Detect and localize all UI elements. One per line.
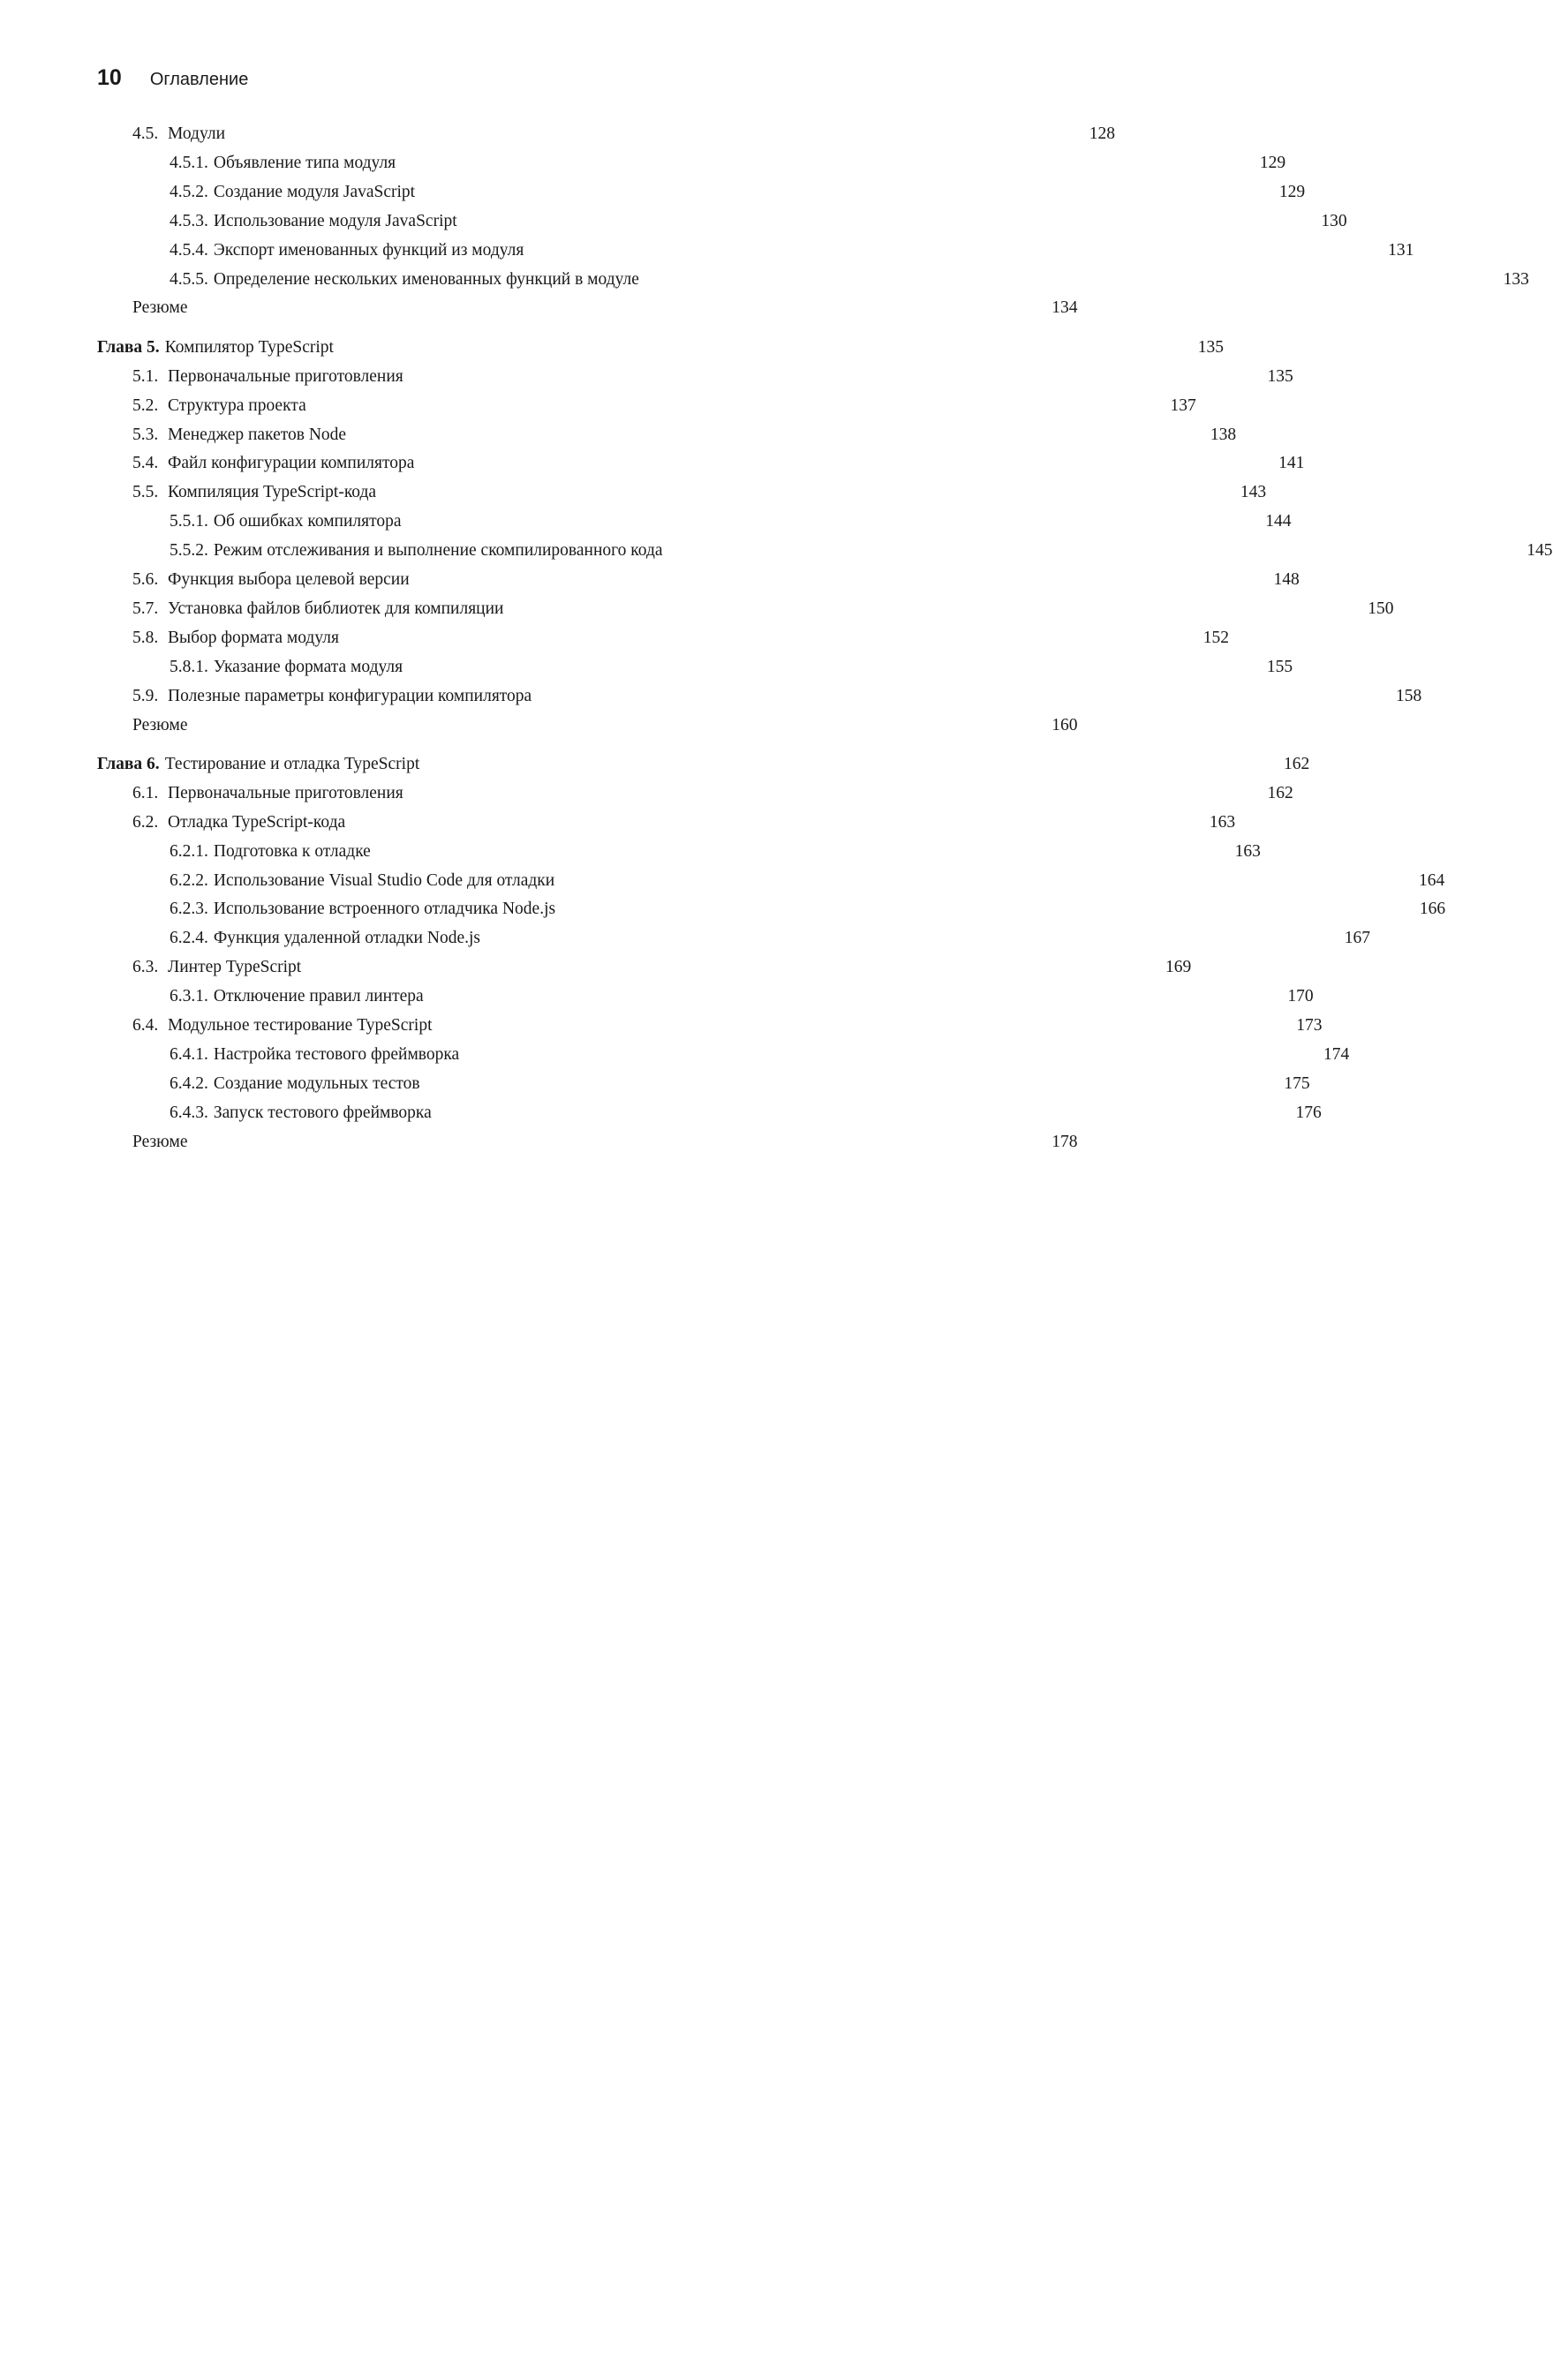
toc-entry-title: Компиляция TypeScript-кода [168, 483, 377, 502]
toc-entry [0, 929, 1370, 953]
toc-entry-number: 6.4.2. [170, 1073, 208, 1093]
toc-entry [0, 1073, 1310, 1099]
toc-entry-page: 163 [1234, 841, 1261, 861]
toc-entry-page: 163 [1209, 812, 1236, 832]
toc-entry [0, 124, 1116, 149]
toc-entry-title: Отключение правил линтера [213, 987, 424, 1006]
toc-entry-page: 135 [1267, 366, 1293, 386]
toc-entry-page: 129 [1278, 182, 1306, 201]
toc-entry-title: Установка файлов библиотек для компиляции [168, 599, 504, 618]
toc-entry [0, 298, 1078, 323]
toc-entry-title: Полезные параметры конфигурации компилятора [168, 686, 532, 705]
toc-entry-page: 129 [1259, 153, 1286, 172]
toc-entry [0, 269, 1529, 295]
toc-entry-title: Использование встроенного отладчика Node.js [213, 900, 556, 919]
toc-entry-title: Указание формата модуля [213, 657, 403, 676]
toc-entry-number: 6.2.3. [170, 900, 208, 919]
toc-entry-title: Функция удаленной отладки Node.js [213, 929, 480, 948]
toc-entry-number: 4.5.2. [170, 182, 208, 201]
toc-entry-number: 5.5. [132, 483, 159, 502]
toc-entry-page: 135 [1197, 337, 1224, 357]
toc-entry [0, 211, 1347, 237]
toc-entry-title: Создание модульных тестов [213, 1073, 420, 1093]
toc-entry-number: 5.3. [132, 425, 159, 444]
toc-entry-page: 162 [1267, 783, 1293, 802]
toc-chapter-entry [0, 337, 1224, 363]
toc-entry-number: 6.4. [132, 1016, 159, 1035]
toc-entry-page: 143 [1240, 483, 1267, 502]
toc-entry-title: Об ошибках компилятора [213, 512, 402, 531]
toc-entry-title: Модули [168, 124, 226, 143]
page-number: 10 [97, 65, 122, 90]
toc-chapter-entry [0, 754, 1310, 780]
toc-entry-page: 152 [1202, 628, 1229, 647]
toc-entry-number: 6.3.1. [170, 987, 208, 1006]
toc-entry-number: 6.2.1. [170, 841, 208, 861]
toc-entry-title: Линтер TypeScript [168, 958, 302, 977]
toc-entry [0, 1132, 1078, 1157]
running-title: Оглавление [149, 70, 249, 89]
toc-entry [0, 628, 1229, 653]
toc-entry-number: 5.7. [132, 599, 159, 618]
toc-entry [0, 599, 1394, 624]
toc-entry-page: 134 [1052, 298, 1078, 318]
toc-entry-page: 160 [1052, 715, 1078, 734]
toc-entry-number: 6.2.4. [170, 929, 208, 948]
toc-entry-page: 175 [1284, 1073, 1310, 1093]
toc-entry-title: Подготовка к отладке [213, 841, 371, 861]
toc-entry [0, 958, 1192, 983]
toc-entry-title: Первоначальные приготовления [168, 783, 403, 802]
toc-entry [0, 454, 1305, 478]
toc-entry [0, 240, 1414, 266]
toc-entry-page: 133 [1503, 269, 1529, 289]
toc-entry-number: 6.2. [132, 812, 159, 832]
toc-entry-page: 167 [1344, 929, 1370, 948]
toc-entry [0, 783, 1293, 809]
toc-entry [0, 395, 1196, 421]
toc-entry-page: 173 [1296, 1016, 1323, 1035]
toc-entry-page: 128 [1089, 124, 1116, 143]
toc-entry [0, 900, 1446, 924]
toc-entry-page: 162 [1284, 754, 1310, 773]
toc-entry-number: 5.2. [132, 395, 159, 415]
toc-entry-number: 4.5. [132, 124, 159, 143]
page-header [97, 65, 248, 91]
toc-entry-page: 158 [1395, 686, 1422, 705]
toc-entry [0, 182, 1306, 207]
toc-entry-page: 164 [1418, 870, 1445, 890]
toc-entry [0, 657, 1293, 682]
toc-entry [0, 425, 1237, 450]
toc-entry-number: 4.5.1. [170, 153, 208, 172]
toc-entry [0, 841, 1261, 867]
toc-entry-number: Глава 6. [97, 754, 160, 773]
toc-entry-page: 155 [1266, 657, 1293, 676]
toc-entry-title: Использование Visual Studio Code для отладки [213, 870, 555, 890]
toc-entry [0, 1016, 1323, 1041]
toc-entry-page: 141 [1278, 454, 1305, 473]
toc-entry-number: 6.4.3. [170, 1103, 208, 1122]
toc-entry [0, 1103, 1322, 1128]
toc-entry-number: 5.8. [132, 628, 159, 647]
toc-entry-number: 5.9. [132, 686, 159, 705]
toc-entry-number: Глава 5. [97, 337, 160, 357]
toc-entry [0, 541, 1553, 566]
toc-entry-title: Определение нескольких именованных функций в модуле [213, 269, 639, 289]
toc-entry-title: Файл конфигурации компилятора [168, 454, 415, 473]
toc-entry-number: 5.8.1. [170, 657, 208, 676]
toc-entry-number: 5.1. [132, 366, 159, 386]
toc-entry-number: 6.2.2. [170, 870, 208, 890]
toc-entry-page: 150 [1368, 599, 1394, 618]
toc-entry-title: Использование модуля JavaScript [213, 211, 457, 230]
toc-entry-title: Первоначальные приготовления [168, 366, 403, 386]
toc-entry-title: Отладка TypeScript-кода [168, 812, 346, 832]
toc-entry-number: 5.6. [132, 570, 159, 589]
toc-entry-page: 131 [1388, 240, 1414, 260]
toc-entry-number: 4.5.3. [170, 211, 208, 230]
toc-entry-title: Тестирование и отладка TypeScript [164, 754, 420, 773]
toc-entry-title: Менеджер пакетов Node [168, 425, 347, 444]
toc-entry-page: 174 [1323, 1044, 1350, 1064]
toc-entry-number: 4.5.4. [170, 240, 208, 260]
toc-entry-title: Компилятор TypeScript [164, 337, 334, 357]
toc-entry-page: 176 [1295, 1103, 1322, 1122]
toc-entry-title: Резюме [132, 298, 188, 318]
toc-entry [0, 812, 1236, 838]
toc-entry-number: 6.4.1. [170, 1044, 208, 1064]
toc-entry [0, 366, 1293, 392]
toc-entry-title: Резюме [132, 715, 188, 734]
toc-entry-title: Экспорт именованных функций из модуля [213, 240, 524, 260]
toc-entry-number: 6.1. [132, 783, 159, 802]
toc-entry [0, 686, 1422, 712]
toc-entry-title: Объявление типа модуля [213, 153, 396, 172]
toc-entry-page: 169 [1165, 958, 1192, 977]
toc-entry-page: 178 [1052, 1132, 1078, 1151]
toc-entry-number: 5.5.2. [170, 541, 208, 561]
toc-entry-page: 148 [1273, 570, 1300, 589]
toc-entry-title: Создание модуля JavaScript [213, 182, 416, 201]
toc-entry-title: Выбор формата модуля [168, 628, 339, 647]
toc-entry-title: Режим отслеживания и выполнение скомпилированного кода [213, 541, 663, 561]
toc-entry-number: 6.3. [132, 958, 159, 977]
toc-entry-page: 137 [1170, 395, 1196, 415]
toc-entry-page: 145 [1527, 541, 1553, 561]
toc-entry-number: 5.4. [132, 454, 159, 473]
toc-entry-number: 5.5.1. [170, 512, 208, 531]
toc-entry-page: 138 [1210, 425, 1237, 444]
toc-entry-title: Настройка тестового фреймворка [213, 1044, 460, 1064]
toc-entry-page: 144 [1265, 512, 1292, 531]
toc-entry-page: 166 [1419, 900, 1446, 919]
toc-entry-title: Резюме [132, 1132, 188, 1151]
toc-entry-title: Структура проекта [168, 395, 306, 415]
toc-entry-title: Модульное тестирование TypeScript [168, 1016, 433, 1035]
toc-entry-number: 4.5.5. [170, 269, 208, 289]
toc-entry-title: Запуск тестового фреймворка [213, 1103, 432, 1122]
toc-entry [0, 570, 1300, 595]
toc-entry-page: 130 [1321, 211, 1347, 230]
toc-entry [0, 987, 1314, 1012]
toc-entry [0, 870, 1445, 896]
toc-entry-title: Функция выбора целевой версии [168, 570, 410, 589]
toc-entry [0, 715, 1078, 741]
toc-entry [0, 483, 1267, 508]
toc-entry [0, 512, 1292, 537]
toc-entry-page: 170 [1287, 987, 1314, 1006]
toc-entry [0, 153, 1286, 178]
toc-entry [0, 1044, 1350, 1070]
